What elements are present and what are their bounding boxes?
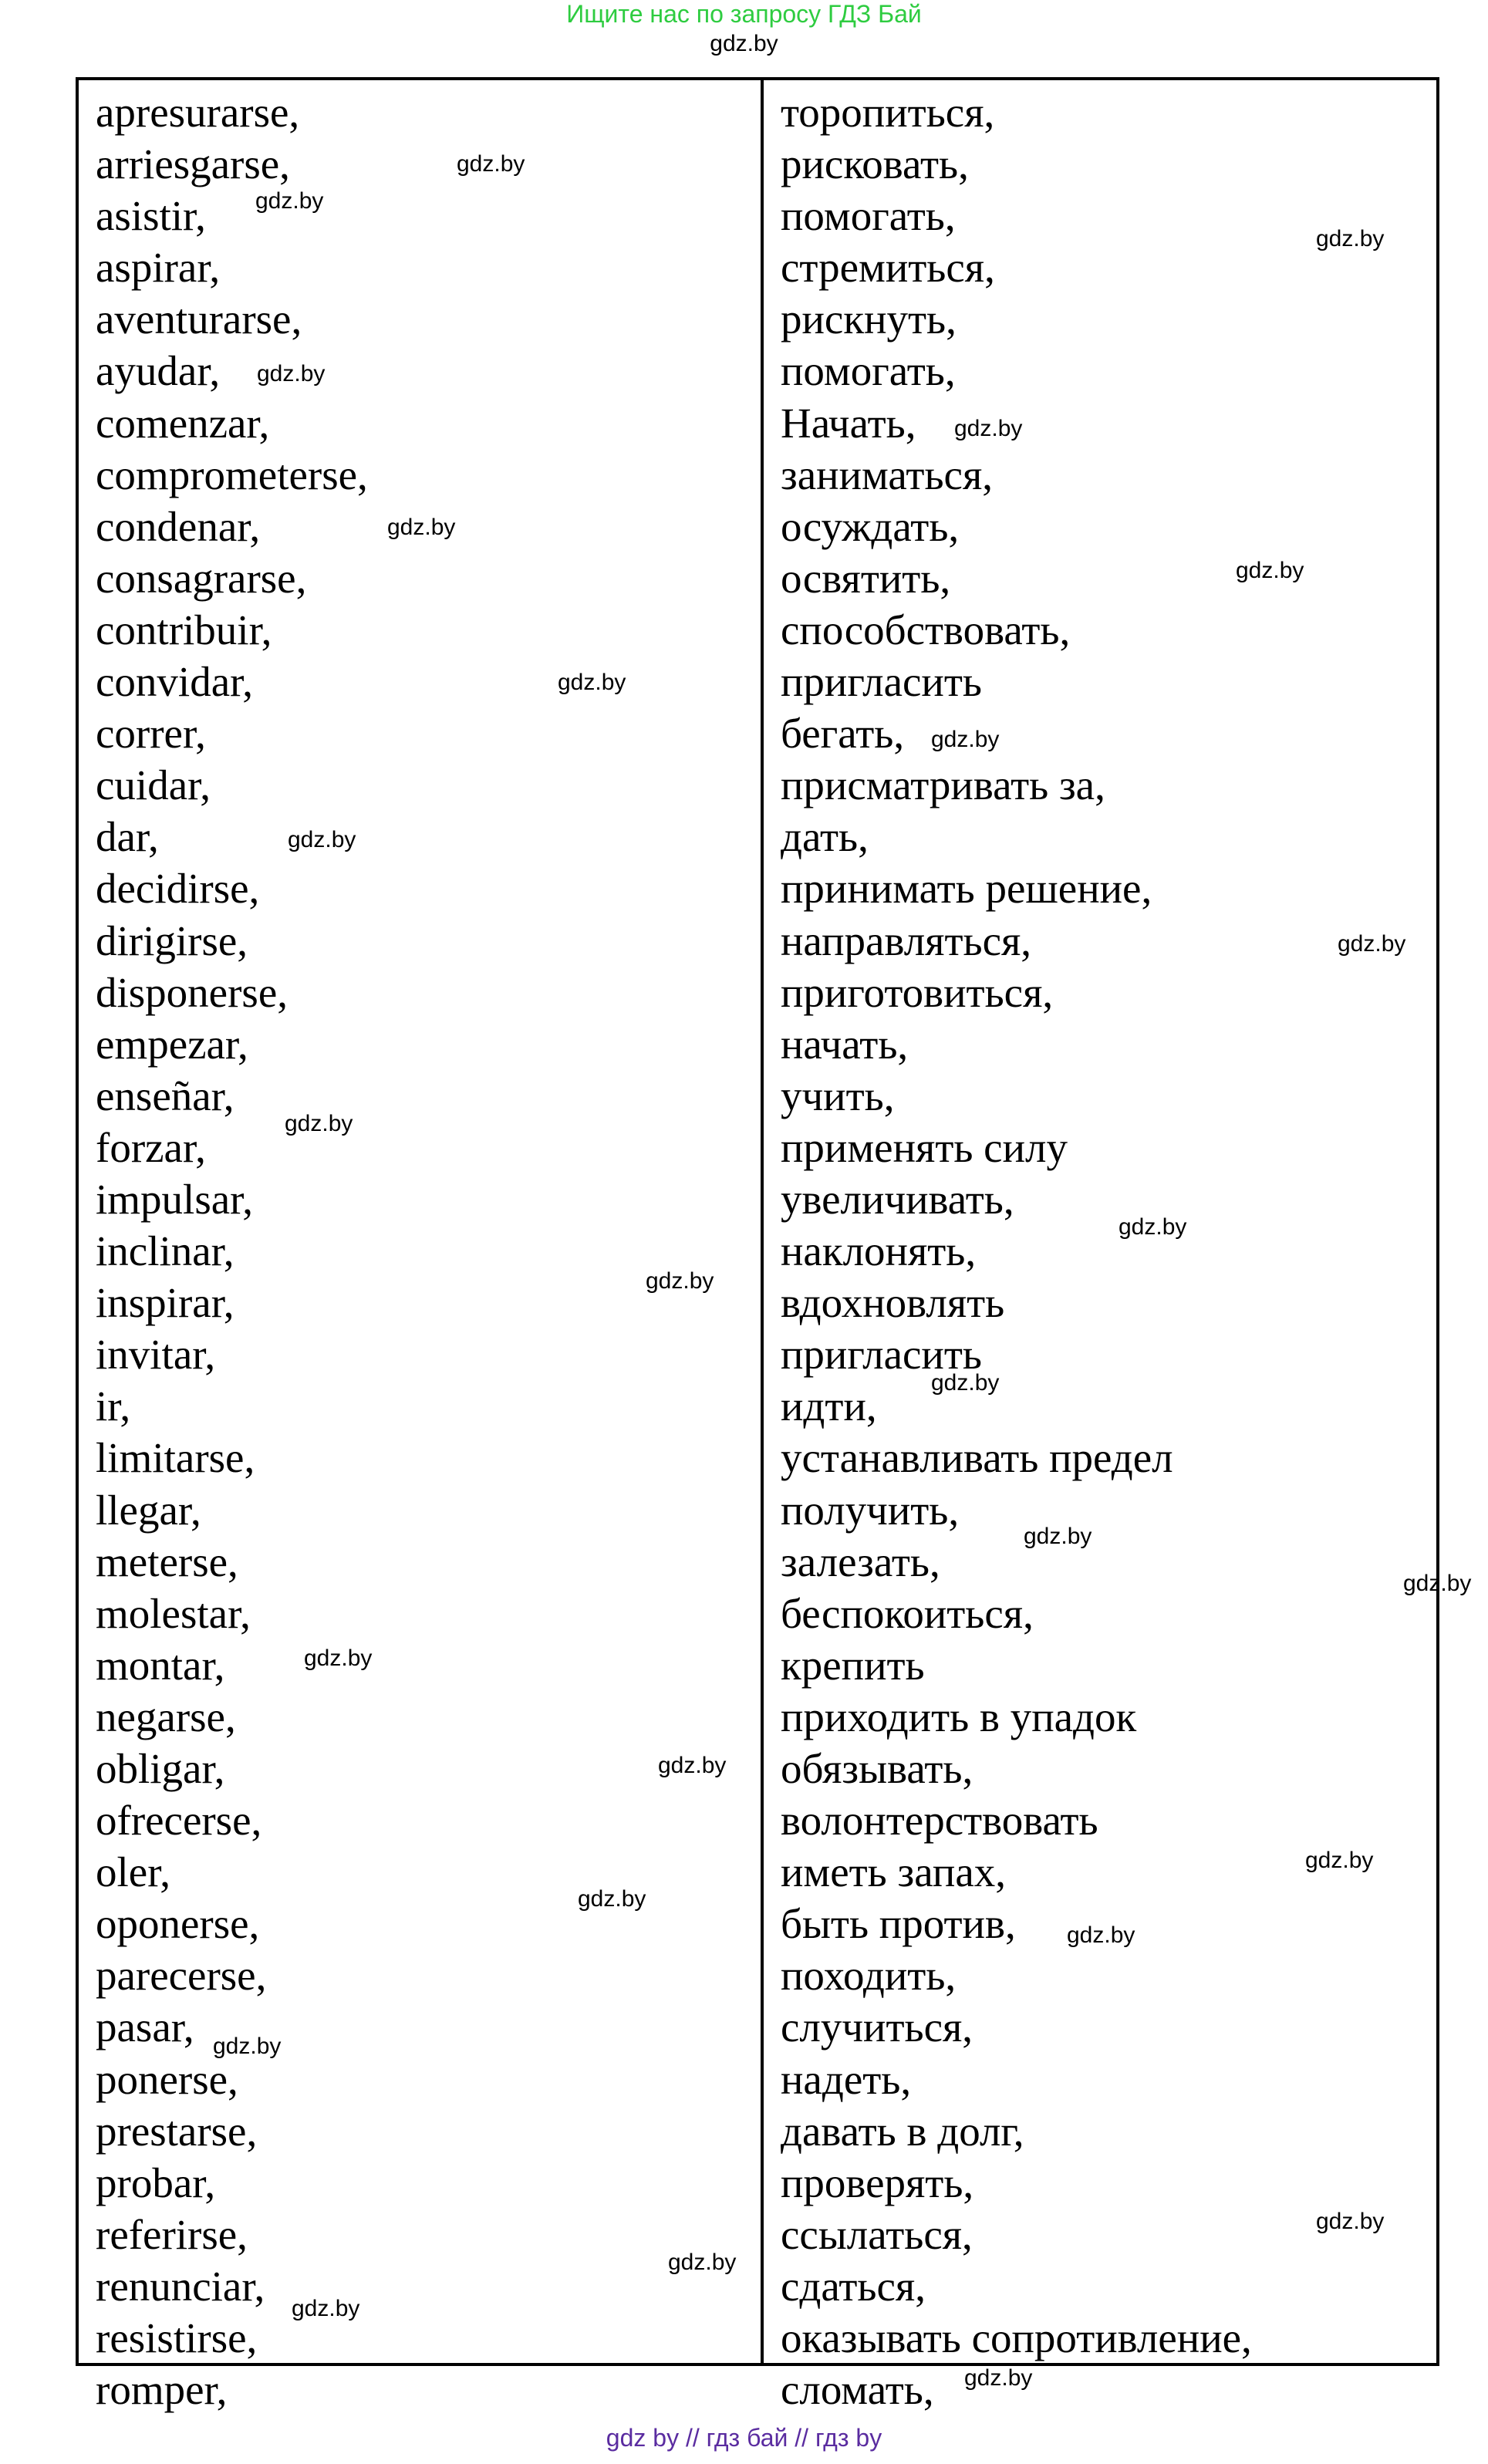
spanish-word: ponerse, [96, 2055, 238, 2103]
russian-translation: присматривать за, [781, 761, 1105, 809]
footer-links[interactable]: gdz by // гдз бай // гдз by [606, 2424, 882, 2452]
spanish-word: ir, [96, 1382, 131, 1430]
watermark: gdz.by [1236, 558, 1304, 583]
watermark: gdz.by [257, 361, 326, 386]
spanish-word: dar, [96, 813, 159, 861]
spanish-word: dirigirse, [96, 916, 248, 964]
watermark: gdz.by [668, 2250, 737, 2275]
watermark: gdz.by [387, 515, 456, 540]
spanish-word: forzar, [96, 1123, 206, 1171]
russian-translation: освятить, [781, 554, 951, 602]
spanish-word: correr, [96, 710, 206, 758]
spanish-word: cuidar, [96, 761, 211, 809]
watermark: gdz.by [1067, 1922, 1135, 1948]
watermark: gdz.by [304, 1645, 373, 1671]
spanish-word: oponerse, [96, 1900, 260, 1948]
spanish-word: oler, [96, 1848, 171, 1896]
spanish-word: molestar, [96, 1589, 251, 1637]
russian-translation: залезать, [781, 1537, 940, 1585]
russian-translation: принимать решение, [781, 865, 1152, 913]
russian-translation: приготовиться, [781, 968, 1054, 1016]
watermark: gdz.by [1119, 1214, 1187, 1240]
watermark: gdz.by [1403, 1571, 1472, 1596]
spanish-word: decidirse, [96, 865, 260, 913]
spanish-word: montar, [96, 1641, 225, 1689]
spanish-word: disponerse, [96, 968, 288, 1016]
russian-translation: пригласить [781, 1331, 982, 1379]
russian-translation: помогать, [781, 347, 956, 395]
spanish-word: negarse, [96, 1693, 236, 1740]
russian-translation: беспокоиться, [781, 1589, 1034, 1637]
spanish-word: invitar, [96, 1331, 216, 1379]
spanish-column [96, 86, 368, 2415]
spanish-word: enseñar, [96, 1072, 235, 1119]
spanish-word: asistir, [96, 192, 206, 240]
russian-translation: пригласить [781, 658, 982, 706]
watermark: gdz.by [1316, 2209, 1385, 2234]
spanish-word: referirse, [96, 2210, 248, 2258]
spanish-word: inspirar, [96, 1279, 235, 1327]
spanish-word: ofrecerse, [96, 1797, 262, 1845]
russian-translation: сломать, [781, 2366, 934, 2414]
russian-translation: стремиться, [781, 244, 995, 292]
watermark: gdz.by [285, 1111, 353, 1136]
russian-translation: осуждать, [781, 502, 960, 550]
watermark: gdz.by [954, 416, 1023, 441]
watermark: gdz.by [457, 151, 525, 177]
russian-translation: рисковать, [781, 140, 969, 188]
russian-translation: направляться, [781, 916, 1032, 964]
watermark: gdz.by [931, 727, 1000, 752]
russian-translation: получить, [781, 1486, 960, 1534]
column-divider [761, 80, 764, 2363]
russian-translation: наклонять, [781, 1227, 977, 1275]
spanish-word: renunciar, [96, 2262, 265, 2310]
spanish-word: meterse, [96, 1537, 238, 1585]
watermark: gdz.by [1305, 1848, 1374, 1873]
watermark: gdz.by [578, 1886, 646, 1912]
spanish-word: obligar, [96, 1745, 225, 1792]
spanish-word: limitarse, [96, 1434, 255, 1482]
russian-translation: рискнуть, [781, 295, 957, 343]
spanish-word: llegar, [96, 1486, 201, 1534]
russian-translation: иметь запах, [781, 1848, 1007, 1896]
spanish-word: aventurarse, [96, 295, 302, 343]
russian-translation: ссылаться, [781, 2210, 973, 2258]
russian-translation: Начать, [781, 399, 916, 447]
russian-translation: заниматься, [781, 451, 993, 498]
spanish-word: comprometerse, [96, 451, 368, 498]
russian-translation: дать, [781, 813, 869, 861]
spanish-word: empezar, [96, 1020, 248, 1068]
spanish-word: inclinar, [96, 1227, 235, 1275]
spanish-word: prestarse, [96, 2107, 258, 2155]
russian-translation: устанавливать предел [781, 1434, 1173, 1482]
search-banner[interactable]: Ищите нас по запросу ГДЗ Бай [566, 0, 922, 28]
spanish-word: apresurarse, [96, 89, 300, 136]
russian-translation: помогать, [781, 192, 956, 240]
watermark: gdz.by [658, 1753, 727, 1778]
russian-translation: сдаться, [781, 2262, 926, 2310]
spanish-word: resistirse, [96, 2314, 258, 2362]
russian-translation: идти, [781, 1382, 877, 1430]
site-label: gdz.by [710, 31, 778, 56]
spanish-word: consagrarse, [96, 554, 307, 602]
russian-translation: приходить в упадок [781, 1693, 1137, 1740]
watermark: gdz.by [964, 2365, 1033, 2391]
russian-translation: оказывать сопротивление, [781, 2314, 1252, 2362]
watermark: gdz.by [288, 827, 356, 852]
russian-translation: способствовать, [781, 606, 1071, 653]
spanish-word: condenar, [96, 502, 261, 550]
watermark: gdz.by [931, 1370, 1000, 1396]
watermark: gdz.by [292, 2296, 360, 2321]
spanish-word: impulsar, [96, 1175, 254, 1223]
watermark: gdz.by [213, 2034, 282, 2059]
russian-translation: начать, [781, 1020, 909, 1068]
russian-translation: применять силу [781, 1123, 1068, 1171]
watermark: gdz.by [558, 670, 626, 695]
russian-translation: надеть, [781, 2055, 912, 2103]
russian-translation: торопиться, [781, 89, 995, 136]
russian-translation: быть против, [781, 1900, 1016, 1948]
watermark: gdz.by [646, 1268, 714, 1294]
russian-translation: проверять, [781, 2159, 974, 2206]
russian-translation: давать в долг, [781, 2107, 1024, 2155]
spanish-word: convidar, [96, 658, 253, 706]
spanish-word: ayudar, [96, 347, 221, 395]
watermark: gdz.by [1316, 226, 1385, 251]
russian-translation: бегать, [781, 710, 905, 758]
russian-translation: случиться, [781, 2003, 973, 2051]
russian-translation: крепить [781, 1641, 925, 1689]
watermark: gdz.by [1338, 931, 1406, 957]
watermark: gdz.by [255, 188, 324, 214]
russian-translation: походить, [781, 1952, 957, 2000]
russian-translation: увеличивать, [781, 1175, 1014, 1223]
spanish-word: aspirar, [96, 244, 221, 292]
watermark: gdz.by [1024, 1524, 1092, 1549]
russian-translation: волонтерствовать [781, 1797, 1098, 1845]
spanish-word: arriesgarse, [96, 140, 290, 188]
spanish-word: probar, [96, 2159, 216, 2206]
russian-translation: учить, [781, 1072, 895, 1119]
spanish-word: comenzar, [96, 399, 270, 447]
russian-translation: вдохновлять [781, 1279, 1005, 1327]
spanish-word: parecerse, [96, 1952, 267, 2000]
russian-translation: обязывать, [781, 1745, 973, 1792]
spanish-word: romper, [96, 2366, 228, 2414]
spanish-word: contribuir, [96, 606, 272, 653]
spanish-word: pasar, [96, 2003, 194, 2051]
